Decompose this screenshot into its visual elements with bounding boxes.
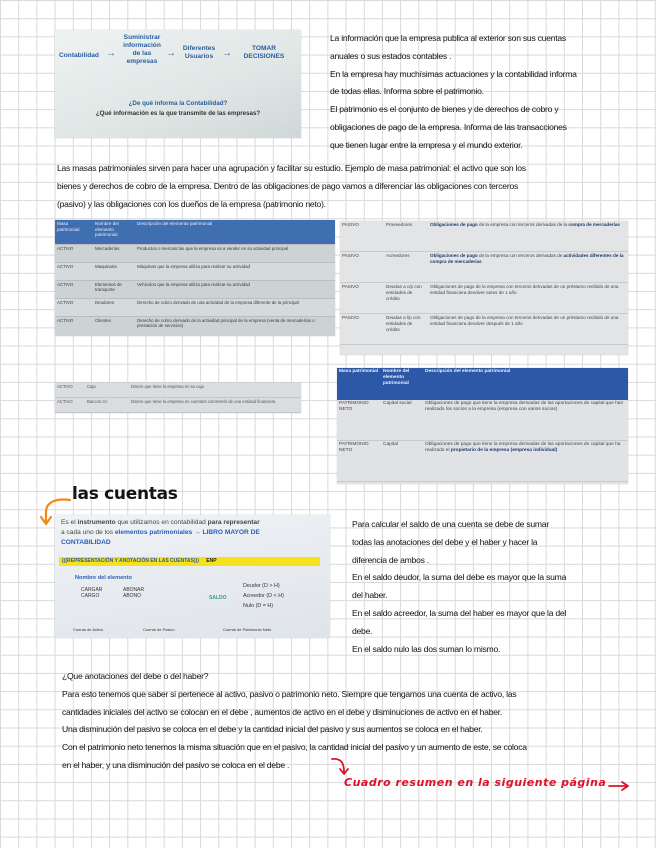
cuentas-line-1: Es el instrumento que utilizamos en contabilidad para representar: [61, 519, 260, 526]
caja-bancos-table: [55, 383, 301, 413]
table-row: [55, 299, 335, 317]
text-line: bienes y derechos de cobro de la empresa. Dentro de las obligaciones de pago vamos a diferenciar las obligaciones con terceros: [57, 180, 519, 191]
intro-paragraph: [330, 30, 577, 155]
table-header-row: [337, 368, 628, 400]
diagram-question-2: ¿Qué información es la que transmite de las empresas?: [95, 110, 261, 117]
table-row: [340, 221, 628, 252]
table-cell: ACTIVO: [55, 263, 93, 281]
table-header: Nombre del elemento patrimonial: [93, 220, 135, 245]
patrimonio-neto-table: [337, 368, 628, 482]
activo-table-photo: [55, 220, 335, 336]
table-row: [55, 317, 335, 335]
table-cell: Vehículos que la empresa utiliza para realizar su actividad: [135, 281, 335, 299]
text-line: cantidades iniciales del activo se colocan en el debe , aumentos de activo en el debe y disminuciones de activo en el haber.: [62, 706, 503, 717]
table-cell: Bancos c/c: [85, 398, 129, 413]
table-row: [337, 441, 628, 482]
resumen-note: Cuadro resumen en la siguiente página: [344, 776, 607, 789]
diagram-decisiones: TOMAR DECISIONES: [243, 45, 285, 60]
diagram-usuarios: Diferentes Usuarios: [182, 45, 216, 60]
text-line: debe.: [352, 625, 373, 636]
table-cell: ACTIVO: [55, 299, 93, 317]
text-line: Para calcular el saldo de una cuenta se debe de sumar: [352, 519, 549, 529]
cuentas-line-3: CONTABILIDAD: [61, 539, 111, 546]
cuentas-highlight-bar: (((REPRESENTACIÓN Y ANOTACIÓN EN LAS CUENTAS))) ENP: [59, 557, 320, 566]
elemento-label: Nombre del elemento: [75, 575, 132, 581]
table-cell: Obligaciones de pago de la empresa con terceros derivadas de un préstamo recibido de una entidad financiera devolver antes de 1 año: [428, 283, 628, 314]
table-cell: PASIVO: [340, 221, 384, 252]
arrow-icon: →: [166, 48, 176, 59]
cuenta-activo-label: Cuenta de Activo: [73, 627, 104, 632]
table-cell: Capital: [381, 441, 423, 482]
arrow-icon: →: [106, 48, 116, 59]
text-line: El patrimonio es el conjunto de bienes y de derechos de cobro y: [330, 104, 559, 115]
table-cell: PASIVO: [340, 252, 384, 283]
nulo-label: Nulo (D = H): [243, 603, 274, 609]
anotaciones-paragraph: [62, 668, 527, 775]
acreedor-label: Acreedor (D < H): [243, 593, 284, 599]
cuenta-pasivo-label: Cuenta de Pasivo: [143, 627, 175, 632]
table-cell: Mercaderías: [93, 245, 135, 263]
table-row: [340, 252, 628, 283]
text-line: de todas ellas. Informa sobre el patrimonio.: [330, 86, 484, 97]
text-line: En el saldo deudor, la suma del debe es mayor que la suma: [352, 572, 567, 583]
contabilidad-diagram-photo: [55, 30, 301, 138]
table-cell: Capital social: [381, 400, 423, 441]
caja-bancos-table-photo: [55, 383, 301, 413]
table-header: Descripción del elemento patrimonial: [423, 368, 628, 400]
enp-tag: ENP: [206, 558, 217, 564]
text-line: ¿Que anotaciones del debe o del haber?: [62, 671, 209, 681]
table-cell: PATRIMONIO NETO: [337, 400, 381, 441]
text-line: anuales o sus estados contables .: [330, 50, 452, 61]
table-cell: Elementos de transporte: [93, 281, 135, 299]
table-header: Nombre del elemento patrimonial: [381, 368, 423, 400]
table-cell: Deudas a l/p con entidades de crédito: [384, 314, 428, 345]
table-cell: Derecho de cobro derivado de una actividad de la empresa diferente de la principal: [135, 299, 335, 317]
table-cell: Clientes: [93, 317, 135, 335]
table-cell: Dinero que tiene la empresa en cuenta/s corriente/s de una entidad financiera: [129, 398, 301, 413]
text-line: Una disminución del pasivo se coloca en el debe y la cantidad inicial del pasivo y sus aumentos se coloca en el haber.: [62, 724, 483, 735]
text-line: del haber.: [352, 590, 388, 601]
table-row: [55, 383, 301, 398]
table-cell: Caja: [85, 383, 129, 398]
cuentas-photo: [55, 515, 330, 638]
text-line: (pasivo) y las obligaciones con los dueños de la empresa (patrimonio neto).: [57, 198, 326, 209]
table-cell: Obligaciones de pago de la empresa con terceros derivadas de un préstamo recibido de una entidad financiera devolver después de 1 año: [428, 314, 628, 345]
diagram-suministrar: Suministrar información de las empresas: [123, 34, 161, 65]
table-cell: Productos o mercancías que la empresa va a vender en su actividad principal: [135, 245, 335, 263]
diagram-contabilidad: Contabilidad: [59, 52, 99, 59]
table-cell: Deudores: [93, 299, 135, 317]
text-line: en el haber, y una disminución del pasivo se coloca en el debe .: [62, 759, 290, 770]
text-line: Con el patrimonio neto tenemos la misma situación que en el pasivo, la cantidad inicial del pasivo y un aumento de este, se coloca: [62, 742, 527, 753]
text-line: todas las anotaciones del debe y el haber y hacer la: [352, 536, 538, 547]
table-cell: Proveedores: [384, 221, 428, 252]
cuentas-title: las cuentas: [72, 484, 178, 504]
table-cell: Dinero que tiene la empresa en su caja: [129, 383, 301, 398]
table-row: [340, 283, 628, 314]
table-cell: Obligaciones de pago que tiene la empresa derivadas de las aportaciones de capital que han realizado los socios a la empresa (empresa con varios socios): [423, 400, 628, 441]
deudor-label: Deudor (D > H): [243, 583, 280, 589]
table-row: [55, 245, 335, 263]
text-line: En la empresa hay muchísimas actuaciones y la contabilidad informa: [330, 68, 577, 79]
table-cell: Obligaciones de pago de la empresa con terceros derivadas de actividades diferentes de la compra de mercaderías: [428, 252, 628, 283]
text-line: obligaciones de pago de la empresa. Informa de las transacciones: [330, 121, 567, 132]
table-row: [337, 400, 628, 441]
table-cell: Acreedores: [384, 252, 428, 283]
cargar-label: CARGAR CARGO: [81, 587, 103, 599]
table-cell: ACTIVO: [55, 317, 93, 335]
table-cell: Maquinaria: [93, 263, 135, 281]
table-cell: PATRIMONIO NETO: [337, 441, 381, 482]
table-header-row: [55, 220, 335, 245]
table-cell: ACTIVO: [55, 245, 93, 263]
arrow-icon: →: [222, 48, 232, 59]
text-line: Para esto tenemos que saber si pertenece al activo, pasivo o patrimonio neto. Siempre que tengamos una cuenta de activo, las: [62, 688, 517, 699]
table-cell: Obligaciones de pago que tiene la empresa derivadas de las aportaciones de capital que ha realizado el propietario de la empresa (empresa individual): [423, 441, 628, 482]
table-header: Descripción del elemento patrimonial: [135, 220, 335, 245]
diagram-question-1: ¿De qué informa la Contabilidad?: [128, 100, 228, 107]
cuenta-pn-label: Cuenta de Patrimonio Neto: [223, 627, 272, 632]
table-cell: Derecho de cobro derivado de la actividad principal de la empresa (venta de mercaderías o prestación de servicios): [135, 317, 335, 335]
cuentas-line-2: a cada uno de los elementos patrimoniales → LIBRO MAYOR DE: [61, 529, 260, 536]
table-row: [340, 314, 628, 345]
masas-paragraph: [57, 160, 526, 213]
text-line: que tienen lugar entre la empresa y el mundo exterior.: [330, 139, 523, 150]
text-line: Las masas patrimoniales sirven para hacer una agrupación y facilitar su estudio. Ejemplo de masa patrimonial: el activo que son los: [57, 163, 526, 173]
text-line: La información que la empresa publica al exterior son sus cuentas: [330, 33, 566, 43]
text-line: diferencia de ambos .: [352, 554, 429, 565]
table-header: Masa patrimonial: [55, 220, 93, 245]
table-cell: PASIVO: [340, 283, 384, 314]
table-row: [55, 281, 335, 299]
table-cell: ACTIVO: [55, 281, 93, 299]
table-cell: PASIVO: [340, 314, 384, 345]
pasivo-table-photo: [340, 221, 628, 355]
table-row: [55, 398, 301, 413]
table-row: [55, 263, 335, 281]
abonar-label: ABONAR ABONO: [123, 587, 145, 599]
table-cell: Máquinas que la empresa utiliza para realizar su actividad: [135, 263, 335, 281]
red-curved-arrow-icon: [330, 756, 350, 778]
saldo-label: SALDO: [209, 595, 227, 601]
table-cell: Deudas a c/p con entidades de crédito: [384, 283, 428, 314]
text-line: En el saldo acreedor, la suma del haber es mayor que la del: [352, 607, 567, 618]
saldo-paragraph: [352, 516, 566, 658]
table-cell: ACTIVO: [55, 383, 85, 398]
activo-table: [55, 220, 335, 334]
red-right-arrow-icon: [608, 780, 630, 792]
text-line: En el saldo nulo las dos suman lo mismo.: [352, 643, 501, 654]
pasivo-table: [340, 221, 628, 345]
table-cell: Obligaciones de pago de la empresa con terceros derivadas de la compra de mercaderías: [428, 221, 628, 252]
table-header: Masa patrimonial: [337, 368, 381, 400]
patrimonio-neto-table-photo: [337, 368, 628, 484]
table-cell: ACTIVO: [55, 398, 85, 413]
